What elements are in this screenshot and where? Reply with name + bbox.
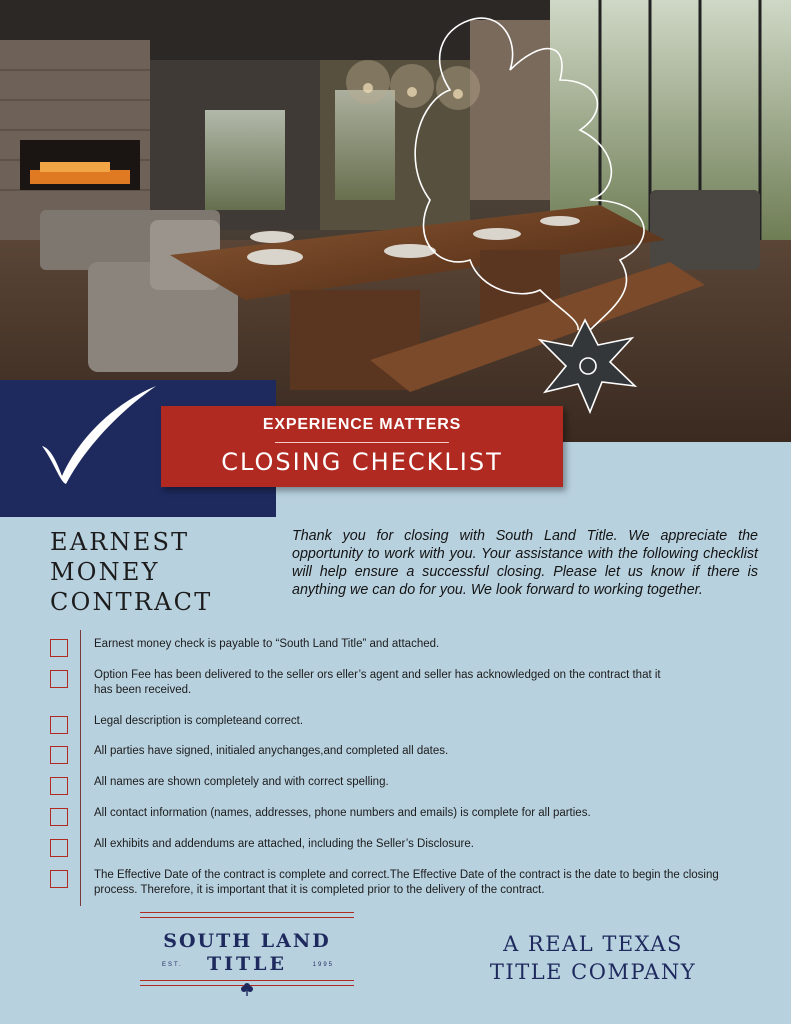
checklist-item	[50, 637, 740, 657]
logo-rule-top-2	[140, 917, 354, 918]
checklist-item	[50, 744, 740, 764]
checkbox[interactable]	[50, 777, 68, 795]
checklist-item-text: Legal description is completeand correct.	[94, 715, 304, 727]
south-land-title-logo	[136, 912, 358, 998]
checkbox[interactable]	[50, 716, 68, 734]
checklist-item	[50, 714, 740, 734]
checklist-item	[50, 806, 740, 826]
headline-line-3: CONTRACT	[50, 588, 213, 616]
logo-sub: TITLE	[206, 953, 287, 975]
checkmark-icon	[38, 384, 162, 488]
logo-est: EST.	[162, 962, 183, 968]
hero-photo	[0, 0, 791, 442]
checkbox[interactable]	[50, 670, 68, 688]
checklist-item-text: All names are shown completely and with correct spelling.	[94, 776, 389, 788]
checkbox[interactable]	[50, 746, 68, 764]
tagline	[448, 930, 738, 986]
checkbox[interactable]	[50, 870, 68, 888]
checkbox[interactable]	[50, 639, 68, 657]
checklist-item-text: The Effective Date of the contract is complete and correct.The Effective Date of the contract is the date to begin the closing process. Therefore, it is important that it is completed prior to the delivery of the contract.	[94, 869, 719, 896]
intro-paragraph: Thank you for closing with South Land Title. We appreciate the opportunity to work with you. Your assistance with the following checklist will help ensure a successful closing. Please let us know if there is anything we can do for you. We look forward to working together.	[292, 528, 758, 599]
checkbox[interactable]	[50, 808, 68, 826]
checklist-item	[50, 668, 740, 698]
hero-illustration	[0, 0, 791, 442]
checklist-item-text: All contact information (names, addresses, phone numbers and emails) is complete for all parties.	[94, 807, 591, 819]
logo-rule-bottom	[140, 980, 354, 981]
clover-icon	[240, 982, 254, 996]
closing-checklist-banner	[161, 406, 563, 487]
checklist-item	[50, 868, 740, 898]
section-headline	[50, 527, 280, 617]
logo-name: SOUTH LAND	[163, 930, 331, 952]
tagline-line-2: TITLE COMPANY	[489, 960, 697, 984]
checklist-item	[50, 775, 740, 795]
checklist-item-text: All exhibits and addendums are attached, including the Seller’s Disclosure.	[94, 838, 474, 850]
banner-divider	[275, 442, 449, 443]
logo-year: 1995	[312, 962, 334, 968]
checklist-item	[50, 837, 740, 857]
checklist-item-text: All parties have signed, initialed anychanges,and completed all dates.	[94, 745, 449, 757]
banner-kicker: EXPERIENCE MATTERS	[262, 416, 462, 433]
tagline-line-1: A REAL TEXAS	[503, 932, 683, 956]
checklist-item-text: Earnest money check is payable to “South Land Title” and attached.	[94, 638, 440, 650]
checklist-item-text: Option Fee has been delivered to the seller ors eller’s agent and seller has acknowledged on the contract that it has been received.	[94, 669, 661, 696]
logo-rule-top	[140, 912, 354, 913]
headline-line-1: EARNEST	[50, 528, 190, 556]
banner-title: CLOSING CHECKLIST	[221, 448, 503, 476]
checkbox[interactable]	[50, 839, 68, 857]
headline-line-2: MONEY	[50, 558, 160, 586]
